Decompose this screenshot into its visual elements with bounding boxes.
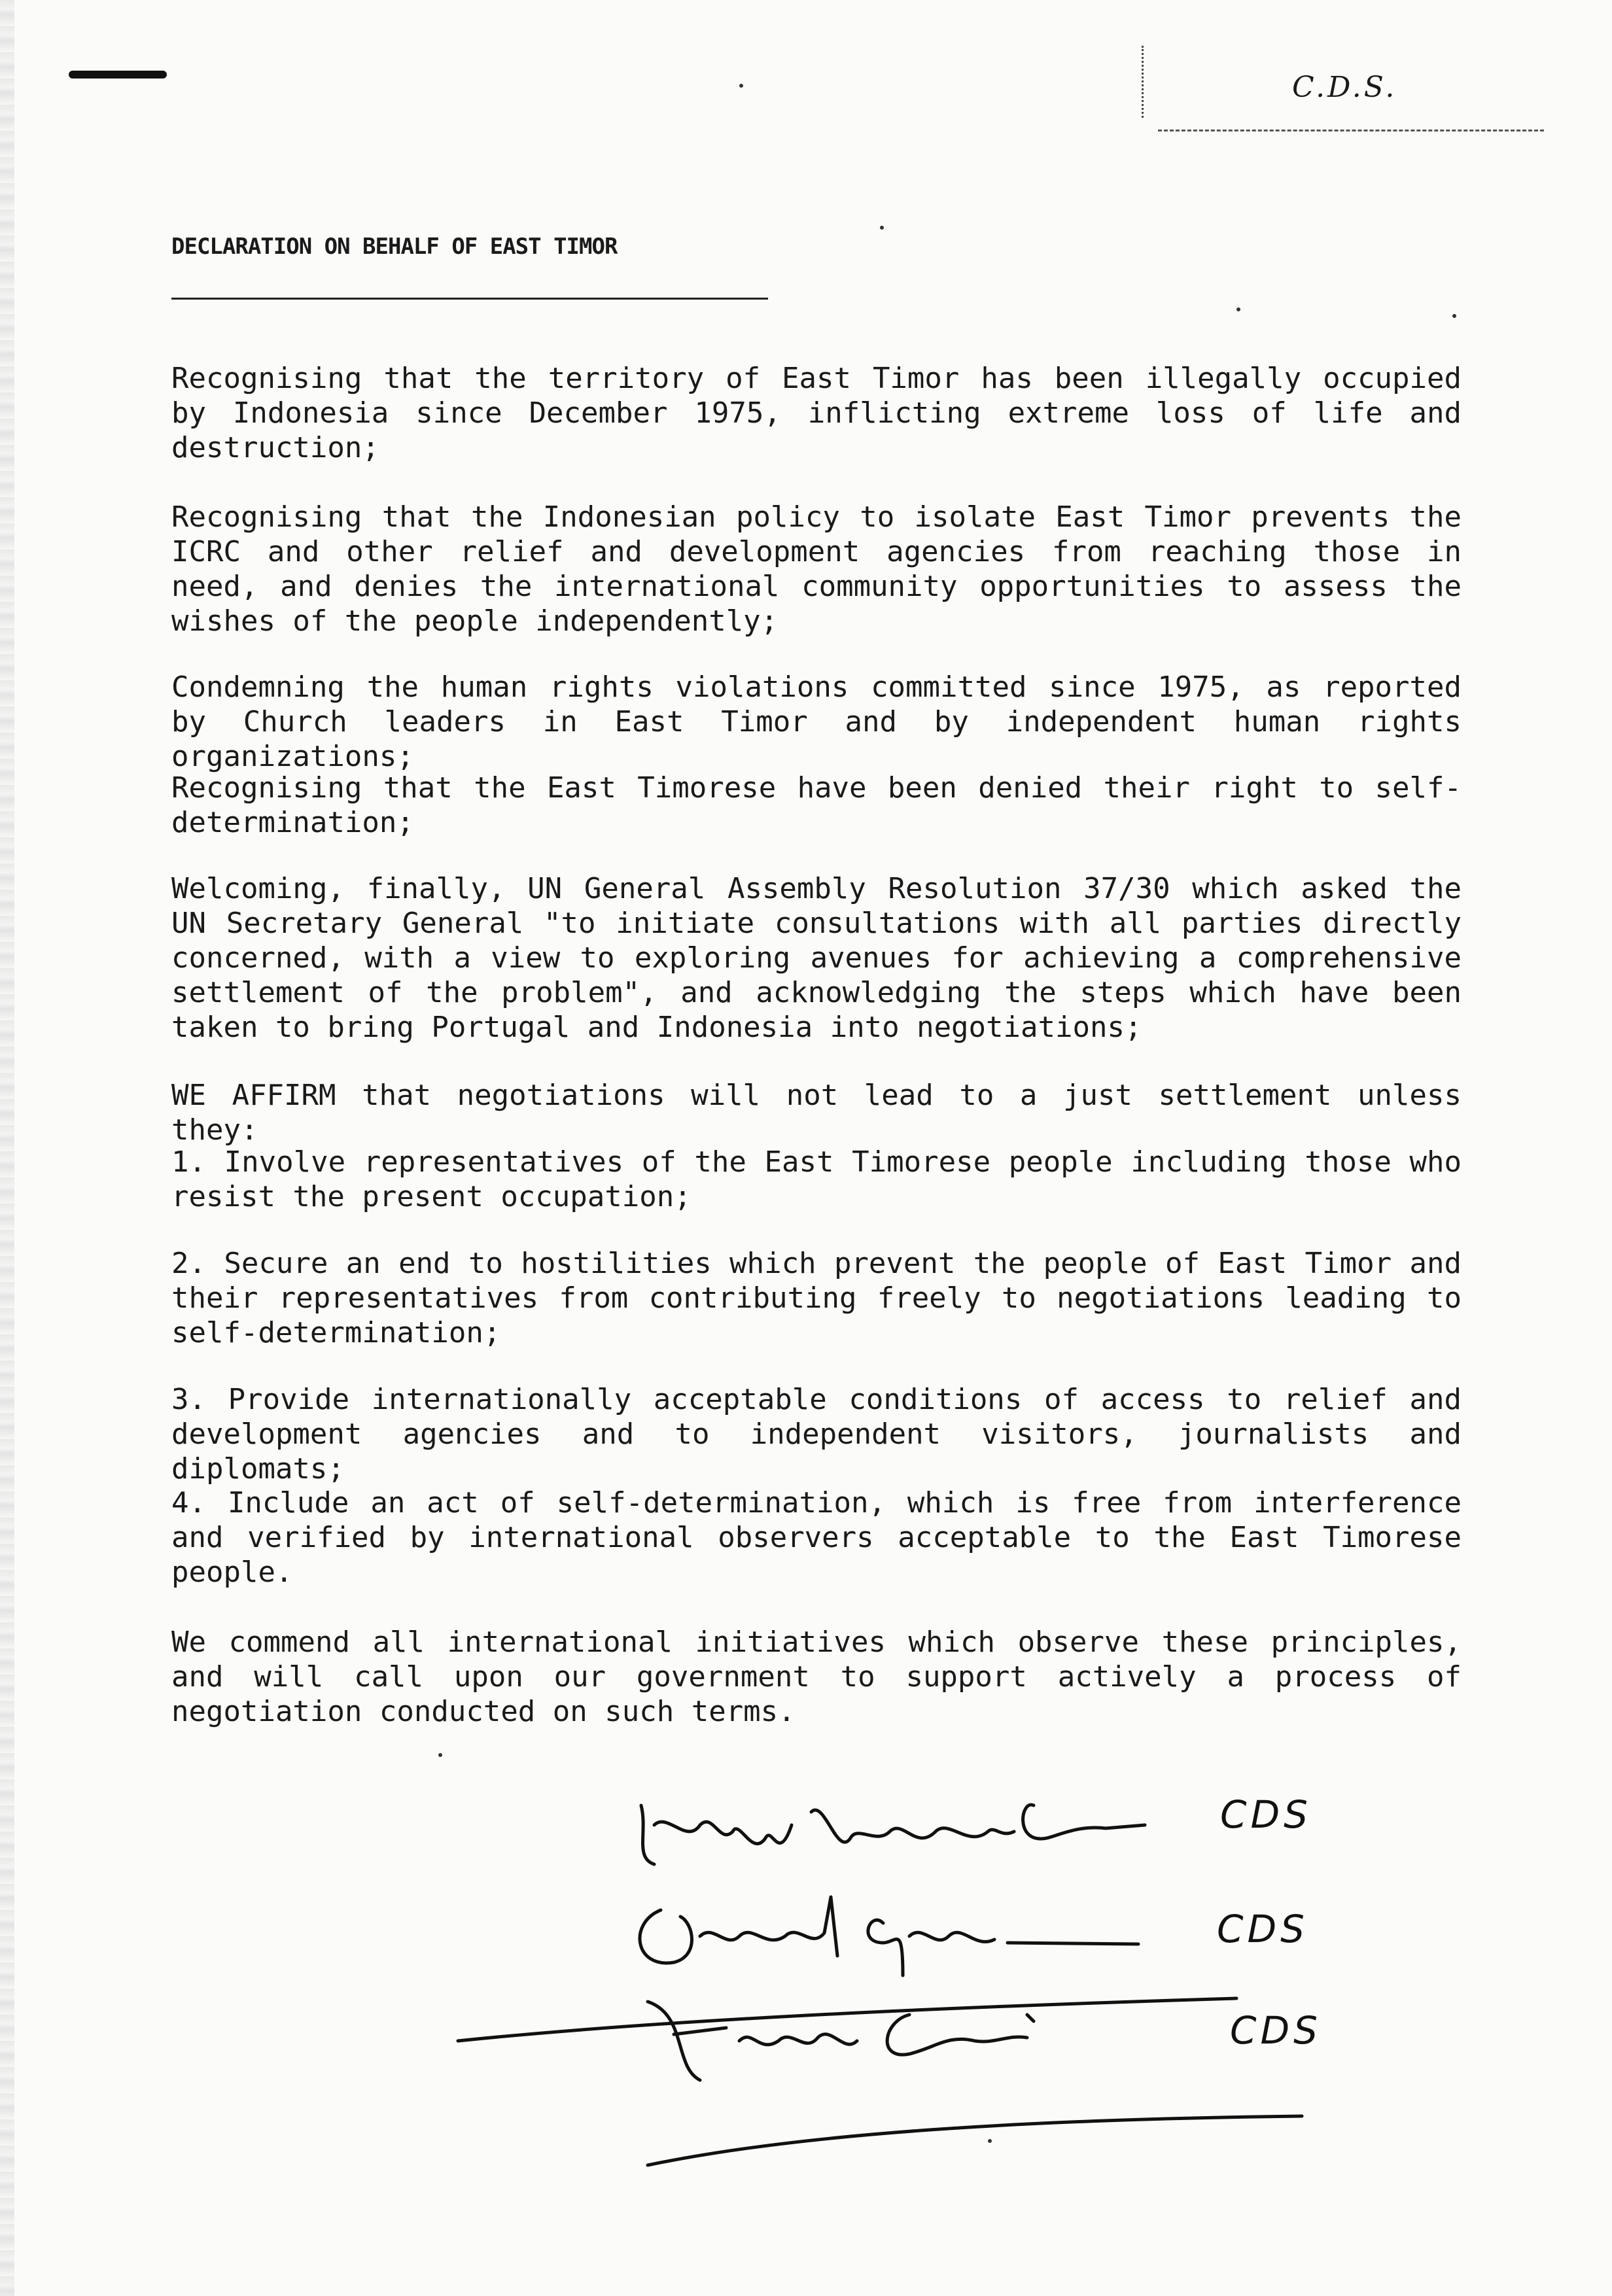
scan-edge (0, 0, 14, 2296)
scan-speck (988, 2139, 992, 2143)
signature-stroke-lower (641, 2100, 1322, 2178)
scan-speck (739, 84, 743, 88)
paragraph-recognising-occupation: Recognising that the territory of East Timor has been illegally occupied by Indonesia since December 1975, inflicting extreme loss of life and destruction; (171, 362, 1462, 464)
paragraph-self-determination: Recognising that the East Timorese have been denied their right to self-determination; (171, 771, 1462, 839)
paragraph-welcoming-resolution: Welcoming, finally, UN General Assembly Resolution 37/30 which asked the UN Secretary General "to initiate consultations with all parties directly concerned, with a view to exploring avenues for achieving a comprehensive settlement of the problem", and acknowledging the steps which have been taken to bring Portugal and Indonesia into negotiations; (171, 872, 1462, 1044)
list-item-2: 2. Secure an end to hostilities which prevent the people of East Timor and their representatives from contributing freely to negotiations leading to self-determination; (171, 1247, 1462, 1349)
signature-2-party: CDS (1217, 1907, 1308, 1951)
title-underline (171, 298, 768, 300)
list-item-4: 4. Include an act of self-determination, which is free from interference and verified by international observers acceptable to the East Timorese people. (171, 1486, 1462, 1589)
list-item-3: 3. Provide internationally acceptable conditions of access to relief and development agencies and to independent visitors, journalists and diplomats; (171, 1383, 1462, 1486)
list-item-1: 1. Involve representatives of the East Timorese people including those who resist the present occupation; (171, 1145, 1462, 1213)
document-title: DECLARATION ON BEHALF OF EAST TIMOR (171, 234, 618, 260)
scan-speck (1236, 307, 1240, 311)
scan-speck (438, 1753, 442, 1757)
paragraph-recognising-isolation: Recognising that the Indonesian policy to isolate East Timor prevents the ICRC and other relief and development agencies from reaching those in need, and denies the international community opportunities to assess the wishes of the people independently; (171, 500, 1462, 638)
header-tick-mark (1142, 46, 1144, 118)
signature-1 (628, 1786, 1184, 1884)
scan-speck (880, 226, 884, 230)
header-party-code: C.D.S. (1292, 71, 1397, 104)
paragraph-condemning-violations: Condemning the human rights violations committed since 1975, as reported by Church leaders in East Timor and by independent human rights organizations; (171, 670, 1462, 773)
paragraph-we-affirm: WE AFFIRM that negotiations will not lead to a just settlement unless they: (171, 1079, 1462, 1147)
scan-speck (1452, 314, 1456, 318)
signature-1-party: CDS (1220, 1792, 1312, 1837)
margin-mark (69, 71, 167, 78)
signature-3-party: CDS (1230, 2008, 1322, 2053)
paragraph-commend: We commend all international initiatives which observe these principles, and will call upon our government to support actively a process of negotiation conducted on such terms. (171, 1626, 1462, 1728)
header-rule (1158, 130, 1544, 131)
